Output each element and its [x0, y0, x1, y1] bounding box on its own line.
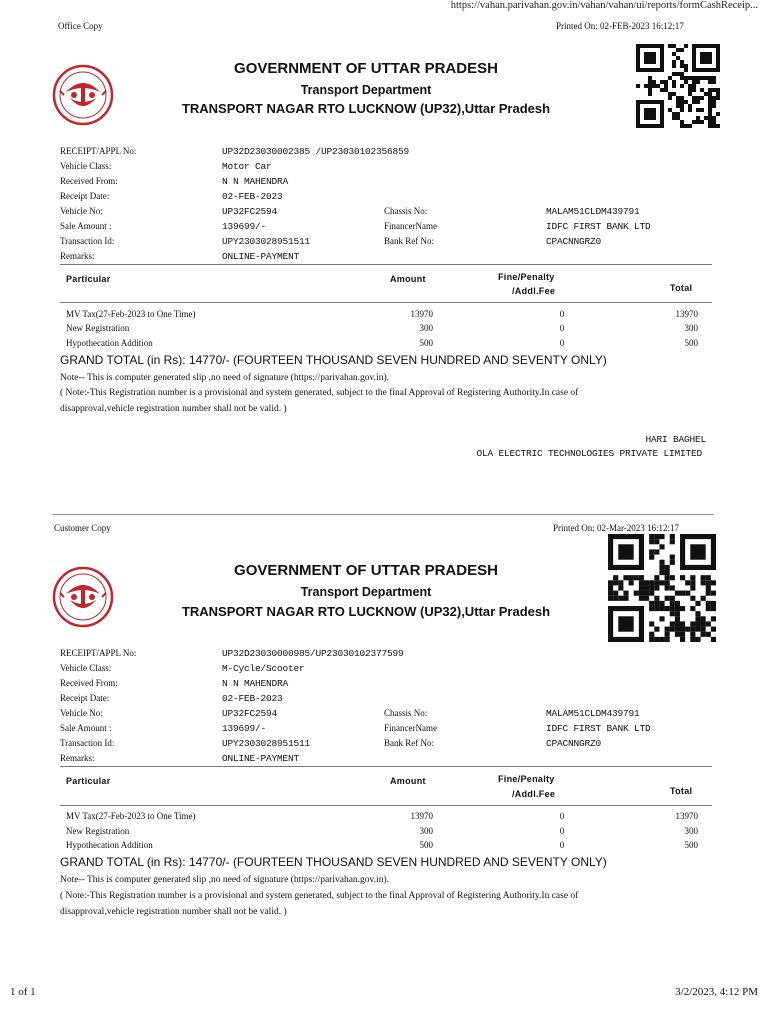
row-amount: 500	[419, 338, 433, 348]
row-amount: 300	[419, 826, 433, 836]
note-provisional-cont: disapproval,vehicle registration number shall not be valid. )	[60, 907, 287, 917]
vehicle-class-label: Vehicle Class:	[60, 161, 112, 171]
govt-title: GOVERNMENT OF UTTAR PRADESH	[234, 562, 498, 579]
row-fine: 0	[559, 309, 565, 319]
table-row: Hypothecation Addition	[66, 338, 153, 348]
receipt-date-label: Receipt Date:	[60, 693, 110, 703]
sale-amount-value: 139699/-	[222, 221, 267, 232]
row-amount: 13970	[410, 811, 433, 821]
grand-total: GRAND TOTAL (in Rs): 14770/- (FOURTEEN THOUSAND SEVEN HUNDRED AND SEVENTY ONLY)	[60, 353, 607, 367]
financer-label: FinancerName	[384, 723, 437, 733]
received-from-value: N N MAHENDRA	[222, 678, 289, 689]
col-fine: Fine/Penalty	[498, 272, 555, 282]
row-fine: 0	[559, 811, 565, 821]
note-signature: Note-- This is computer generated slip ,no need of signature (https://parivahan.gov.in).	[60, 373, 389, 383]
table-row: Hypothecation Addition	[66, 840, 153, 850]
remarks-value: ONLINE-PAYMENT	[222, 251, 300, 262]
divider	[60, 766, 712, 767]
receipt-date-value: 02-FEB-2023	[222, 693, 283, 704]
col-particular: Particular	[66, 776, 111, 786]
bank-ref-label: Bank Ref No:	[384, 738, 434, 748]
office-title: TRANSPORT NAGAR RTO LUCKNOW (UP32),Uttar Pradesh	[181, 604, 551, 619]
note-provisional-cont: disapproval,vehicle registration number shall not be valid. )	[60, 404, 287, 414]
col-amount: Amount	[390, 274, 426, 284]
remarks-value: ONLINE-PAYMENT	[222, 753, 300, 764]
department-title: Transport Department	[300, 83, 432, 97]
financer-label: FinancerName	[384, 221, 437, 231]
copy-label: Customer Copy	[54, 523, 111, 533]
vehicle-no-value: UP32FC2594	[222, 206, 278, 217]
receipt-no-label: RECEIPT/APPL No:	[60, 648, 137, 658]
copy-label: Office Copy	[58, 21, 103, 31]
grand-total: GRAND TOTAL (in Rs): 14770/- (FOURTEEN THOUSAND SEVEN HUNDRED AND SEVENTY ONLY)	[60, 855, 607, 869]
received-from-label: Received From:	[60, 176, 118, 186]
office-title: TRANSPORT NAGAR RTO LUCKNOW (UP32),Uttar Pradesh	[181, 101, 551, 116]
row-total: 300	[684, 323, 698, 333]
col-particular: Particular	[66, 274, 111, 284]
col-fine-sub: /Addl.Fee	[512, 789, 556, 799]
vehicle-no-label: Vehicle No:	[60, 708, 103, 718]
table-row: New Registration	[66, 826, 130, 836]
row-fine: 0	[559, 338, 565, 348]
transaction-id-value: UPY2303028951511	[222, 236, 311, 247]
vehicle-no-value: UP32FC2594	[222, 708, 278, 719]
row-total: 300	[684, 826, 698, 836]
col-fine-sub: /Addl.Fee	[512, 286, 556, 296]
financer-value: IDFC FIRST BANK LTD	[546, 221, 651, 232]
remarks-label: Remarks:	[60, 753, 95, 763]
note-provisional: ( Note:-This Registration number is a provisional and system generated, subject to the final Approval of Registering Authority.In case of	[60, 891, 579, 901]
table-row: MV Tax(27-Feb-2023 to One Time)	[66, 811, 196, 821]
govt-title: GOVERNMENT OF UTTAR PRADESH	[234, 60, 498, 77]
row-amount: 300	[419, 323, 433, 333]
col-fine: Fine/Penalty	[498, 774, 555, 784]
col-total: Total	[670, 283, 693, 293]
financer-value: IDFC FIRST BANK LTD	[546, 723, 651, 734]
printed-on: Printed On: 02-Mar-2023 16:12:17	[553, 523, 680, 533]
note-signature: Note-- This is computer generated slip ,no need of signature (https://parivahan.gov.in).	[60, 875, 389, 885]
print-url: https://vahan.parivahan.gov.in/vahan/vahan/ui/reports/formCashReceip...	[450, 0, 758, 11]
divider	[60, 302, 712, 303]
up-govt-emblem-icon	[52, 566, 114, 628]
receipt-separator	[52, 514, 714, 515]
sale-amount-label: Sale Amount :	[60, 723, 112, 733]
department-title: Transport Department	[300, 585, 432, 599]
bank-ref-label: Bank Ref No:	[384, 236, 434, 246]
chassis-no-label: Chassis No:	[384, 206, 428, 216]
receipt-no-label: RECEIPT/APPL No:	[60, 146, 137, 156]
print-datetime: 3/2/2023, 4:12 PM	[675, 986, 758, 998]
vehicle-no-label: Vehicle No:	[60, 206, 103, 216]
sale-amount-value: 139699/-	[222, 723, 267, 734]
transaction-id-value: UPY2303028951511	[222, 738, 311, 749]
vehicle-class-label: Vehicle Class:	[60, 663, 112, 673]
received-from-label: Received From:	[60, 678, 118, 688]
table-row: New Registration	[66, 323, 130, 333]
row-amount: 13970	[410, 309, 433, 319]
divider	[60, 805, 712, 806]
remarks-label: Remarks:	[60, 251, 95, 261]
vehicle-class-value: M-Cycle/Scooter	[222, 663, 305, 674]
page-number: 1 of 1	[10, 986, 36, 998]
receipt-no-value: UP32D23030002385 /UP23030102356859	[222, 146, 410, 157]
chassis-no-value: MALAM51CLDM439791	[546, 708, 640, 719]
sale-amount-label: Sale Amount :	[60, 221, 112, 231]
divider	[60, 264, 712, 265]
row-amount: 500	[419, 840, 433, 850]
printed-on: Printed On: 02-FEB-2023 16:12:17	[556, 21, 684, 31]
receipt-no-value: UP32D23030000985/UP23030102377599	[222, 648, 404, 659]
qr-code-icon	[636, 44, 720, 128]
company-name: OLA ELECTRIC TECHNOLOGIES PRIVATE LIMITED	[476, 448, 702, 459]
vehicle-class-value: Motor Car	[222, 161, 272, 172]
row-fine: 0	[559, 323, 565, 333]
table-row: MV Tax(27-Feb-2023 to One Time)	[66, 309, 196, 319]
bank-ref-value: CPACNNGRZ0	[546, 236, 602, 247]
chassis-no-label: Chassis No:	[384, 708, 428, 718]
signatory-name: HARI BAGHEL	[645, 434, 706, 445]
row-fine: 0	[559, 826, 565, 836]
received-from-value: N N MAHENDRA	[222, 176, 289, 187]
receipt-date-value: 02-FEB-2023	[222, 191, 283, 202]
row-total: 13970	[675, 309, 698, 319]
row-total: 13970	[675, 811, 698, 821]
bank-ref-value: CPACNNGRZ0	[546, 738, 602, 749]
chassis-no-value: MALAM51CLDM439791	[546, 206, 640, 217]
row-total: 500	[684, 338, 698, 348]
col-total: Total	[670, 786, 693, 796]
col-amount: Amount	[390, 776, 426, 786]
row-total: 500	[684, 840, 698, 850]
transaction-id-label: Transaction Id:	[60, 236, 115, 246]
row-fine: 0	[559, 840, 565, 850]
up-govt-emblem-icon	[52, 64, 114, 126]
note-provisional: ( Note:-This Registration number is a provisional and system generated, subject to the final Approval of Registering Authority.In case of	[60, 388, 579, 398]
transaction-id-label: Transaction Id:	[60, 738, 115, 748]
qr-code-icon	[608, 534, 716, 642]
receipt-date-label: Receipt Date:	[60, 191, 110, 201]
